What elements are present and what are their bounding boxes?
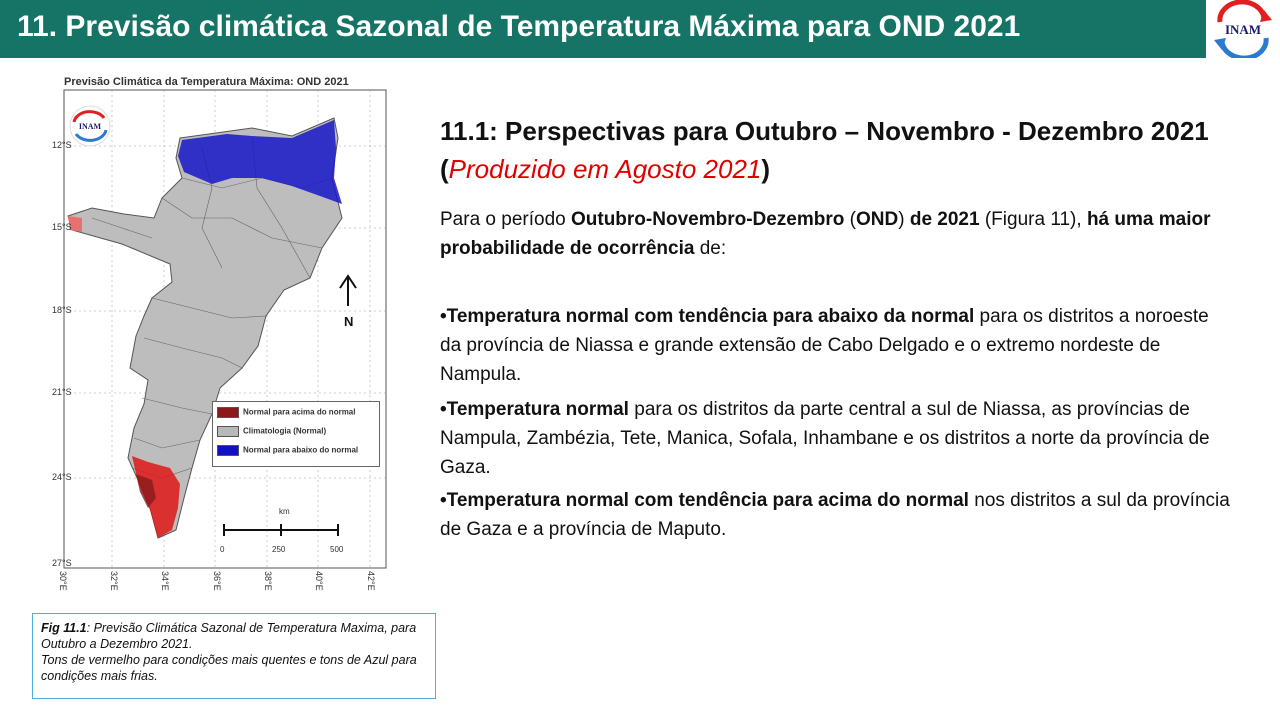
intro-paragraph (440, 205, 1230, 263)
map-legend (212, 401, 380, 467)
legend-swatch-warm (217, 407, 239, 418)
lon-label: 32°E (109, 571, 119, 591)
legend-item-cold (217, 445, 358, 456)
intro-bold: há uma maior probabilidade de ocorrência (440, 209, 1211, 259)
intro-bold: Outubro-Novembro-Dezembro (570, 209, 845, 230)
legend-swatch-normal (217, 426, 239, 437)
intro-bold: OND (856, 209, 899, 230)
lat-label: 12°S (52, 140, 72, 150)
lat-label: 21°S (52, 387, 72, 397)
legend-swatch-cold (217, 445, 239, 456)
bullet-item (440, 395, 1230, 482)
lat-label: 18°S (52, 305, 72, 315)
bullet-item (440, 302, 1230, 389)
map-title: Previsão Climática da Temperatura Máxima: OND 2021 (64, 76, 349, 88)
bullet-bold: •Temperatura normal (440, 399, 629, 420)
legend-label-warm: Normal para acima do normal (243, 407, 356, 417)
lat-label: 15°S (52, 222, 72, 232)
map-logo-icon (70, 106, 110, 146)
legend-item-warm (217, 407, 355, 418)
legend-label-normal: Climatologia (Normal) (243, 426, 327, 436)
inam-logo-icon (1206, 0, 1280, 58)
intro-text: (Figura 11), (979, 209, 1087, 230)
forecast-map (52, 68, 392, 591)
intro-text: de: (694, 238, 727, 259)
lat-label: 24°S (52, 472, 72, 482)
lat-label: 27°S (52, 558, 72, 568)
legend-item-normal (217, 426, 326, 437)
figure-caption (32, 613, 436, 699)
page-title: 11. Previsão climática Sazonal de Temperatura Máxima para OND 2021 (17, 10, 1021, 43)
north-label: N (344, 314, 354, 329)
bullet-text: nos distritos a sul da província de Gaza e a província de Maputo. (440, 490, 1230, 540)
caption-fig-label: Fig 11.1 (41, 621, 87, 635)
heading-produced: Produzido em Agosto 2021 (448, 154, 762, 184)
intro-bold: de 2021 (909, 209, 980, 230)
lon-label: 42°E (366, 571, 376, 591)
bullet-bold: •Temperatura normal com tendência para abaixo da normal (440, 306, 975, 327)
intro-text: ) (898, 209, 910, 230)
scale-tick-500: 500 (330, 545, 344, 554)
heading-main: 11.1: Perspectivas para Outubro – Novembro - Dezembro 2021 ( (440, 116, 1209, 184)
lon-label: 30°E (58, 571, 68, 591)
intro-text: Para o período (440, 209, 571, 230)
bullet-text: para os distritos da parte central a sul de Niassa, as províncias de Nampula, Zambézia, Tete, Manica, Sofala, Inhambane e os distritos a norte da província de Gaza. (440, 399, 1210, 478)
title-bar (0, 0, 1280, 58)
scale-unit: km (279, 507, 290, 516)
bullet-item (440, 486, 1230, 544)
scale-tick-0: 0 (220, 545, 225, 554)
inam-logo (1206, 0, 1280, 58)
legend-label-cold: Normal para abaixo do normal (243, 445, 359, 455)
caption-line2: Tons de vermelho para condições mais quentes e tons de Azul para condições mais frias. (41, 653, 417, 683)
lon-label: 36°E (212, 571, 222, 591)
lon-label: 40°E (314, 571, 324, 591)
scale-tick-250: 250 (272, 545, 286, 554)
section-heading (440, 112, 1240, 188)
heading-close: ) (761, 154, 771, 184)
lon-label: 34°E (160, 571, 170, 591)
intro-text: ( (844, 209, 856, 230)
bullet-bold: •Temperatura normal com tendência para acima do normal (440, 490, 969, 511)
bullet-text: para os distritos a noroeste da província de Niassa e grande extensão de Cabo Delgado e o extremo nordeste de Nampula. (440, 306, 1209, 385)
map-graphic (52, 68, 392, 588)
caption-line1: : Previsão Climática Sazonal de Temperatura Maxima, para Outubro a Dezembro 2021. (41, 621, 417, 651)
logo-text: INAM (1224, 22, 1262, 37)
map-logo-text: INAM (78, 122, 102, 131)
lon-label: 38°E (263, 571, 273, 591)
